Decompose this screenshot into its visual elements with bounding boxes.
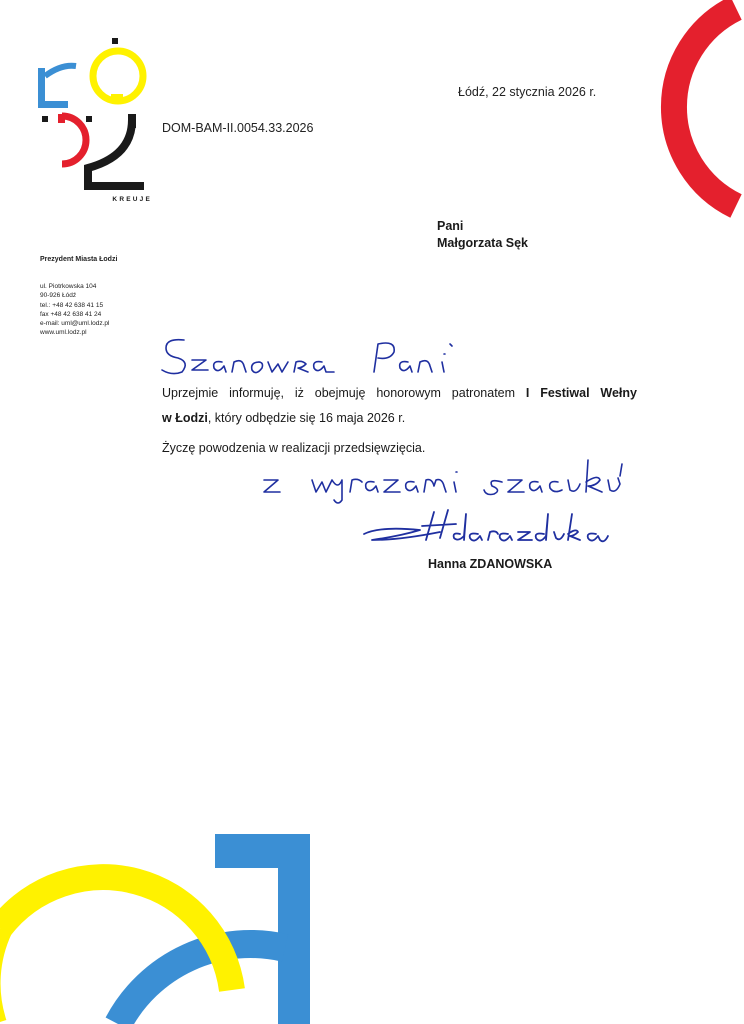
decorative-red-arc (600, 0, 744, 240)
city-logo (36, 36, 152, 212)
phone-line: tel.: +48 42 638 41 15 (40, 301, 104, 309)
handwritten-closing (258, 450, 648, 510)
letter-body (162, 381, 637, 461)
festival-city: w Łodzi (162, 410, 208, 425)
place-date: Łódź, 22 stycznia 2026 r. (458, 85, 597, 99)
signer-name: Hanna ZDANOWSKA (428, 557, 553, 571)
sender-block (40, 255, 160, 337)
sender-office: Prezydent Miasta Łodzi (40, 256, 118, 263)
email-line: e-mail: uml@uml.lodz.pl (40, 320, 110, 328)
handwritten-greeting (152, 330, 472, 380)
address-line: ul. Piotrkowska 104 (40, 283, 97, 291)
reference-number: DOM-BAM-II.0054.33.2026 (162, 121, 314, 135)
logo-caption: KREUJE (112, 196, 152, 203)
recipient-name: Małgorzata Sęk (437, 236, 529, 250)
decorative-bottom-shapes (0, 820, 360, 1024)
fax-line: fax +48 42 638 41 24 (40, 310, 102, 318)
website-line: www.uml.lodz.pl (40, 329, 87, 337)
address-line: 90-926 Łódź (40, 292, 77, 300)
recipient-block (437, 218, 528, 252)
recipient-title: Pani (437, 219, 464, 233)
paragraph-wishes: Życzę powodzenia w realizacji przedsięwzięcia. (162, 441, 426, 455)
paragraph-patronage-cont: w Łodzi, który odbędzie się 16 maja 2026 r. (162, 410, 406, 425)
signature (360, 504, 610, 552)
festival-name: I Festiwal Wełny (525, 386, 637, 400)
paragraph-patronage: Uprzejmie informuję, iż obejmuję honorowym patronatem I Festiwal Wełny (162, 386, 637, 400)
